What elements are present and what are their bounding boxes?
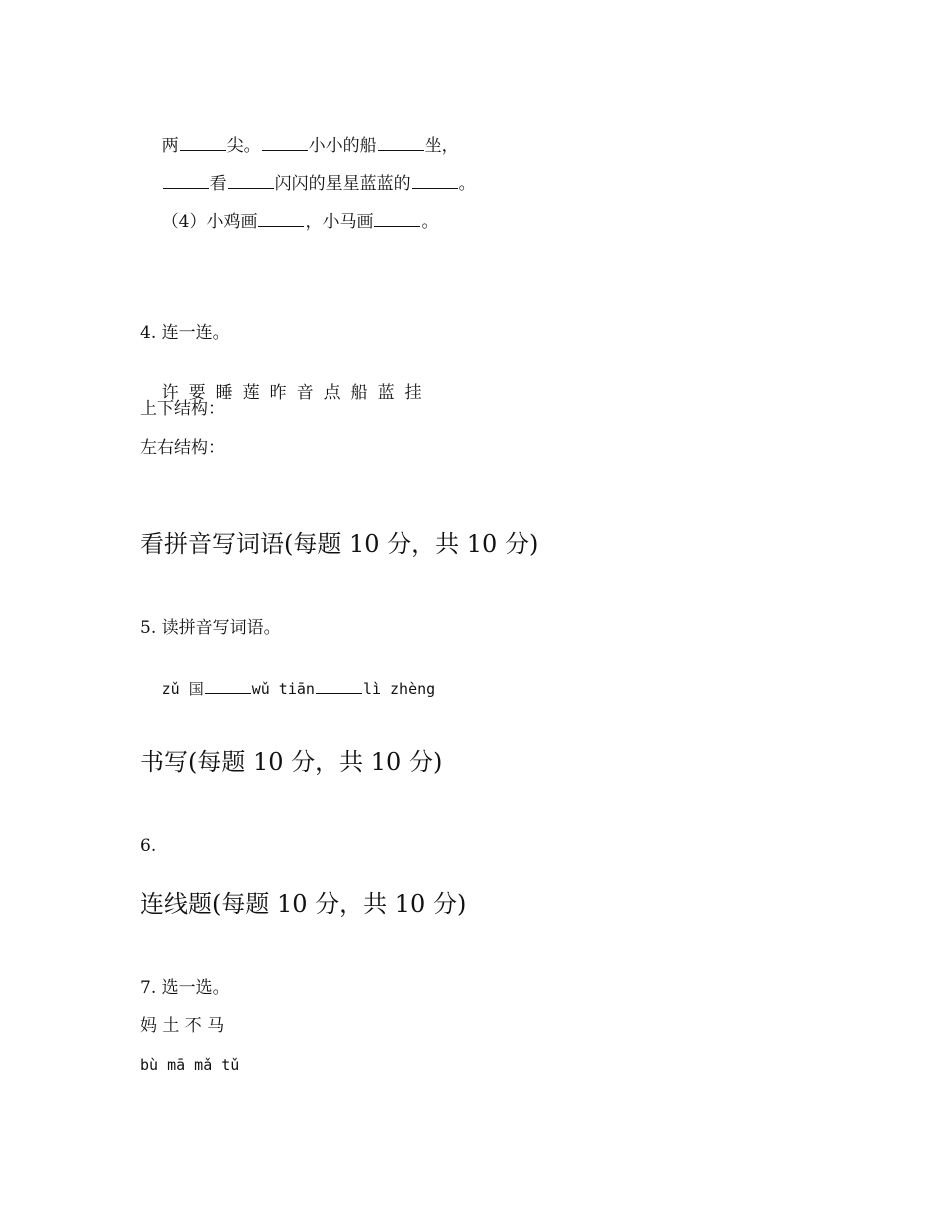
q4-row-label-top-bottom: 上下结构： [140, 399, 225, 419]
q5-pinyin-3: lì zhèng [362, 680, 436, 698]
q4-char[interactable]: 昨 [269, 383, 287, 403]
fill-blank[interactable] [258, 210, 304, 227]
q4-char[interactable]: 挂 [404, 383, 422, 403]
q4-char[interactable]: 点 [323, 383, 341, 403]
fill-blank[interactable] [412, 172, 458, 189]
fill-blank[interactable] [180, 134, 226, 151]
section-heading-writing: 书写(每题 10 分，共 10 分) [140, 748, 443, 776]
q3-line1-text-d: 坐， [424, 136, 459, 156]
fill-blank[interactable] [228, 172, 274, 189]
q4-char[interactable]: 音 [296, 383, 314, 403]
q7-pinyin-row[interactable]: bù mā mǎ tǔ [140, 1056, 240, 1074]
q3-line2-text-b: 闪闪的星星蓝蓝的 [274, 174, 411, 194]
q4-row-label-left-right: 左右结构： [140, 438, 225, 458]
q5-title: 5. 读拼音写词语。 [140, 618, 281, 638]
q4-char[interactable]: 莲 [242, 383, 260, 403]
fill-blank[interactable] [163, 172, 209, 189]
q7-title: 7. 选一选。 [140, 978, 230, 998]
q3-line3-text-c: 。 [421, 212, 439, 232]
q3-line2-text-a: 看 [209, 174, 227, 194]
q3-line3-text-a: （4）小鸡画 [161, 212, 258, 232]
q4-char[interactable]: 睡 [215, 383, 233, 403]
section-heading-pinyin: 看拼音写词语(每题 10 分，共 10 分) [140, 530, 539, 558]
q3-line1-text-b: 尖。 [226, 136, 261, 156]
q3-line3-text-b: ，小马画 [305, 212, 374, 232]
fill-blank[interactable] [316, 677, 362, 694]
q3-line1-text-c: 小小的船 [308, 136, 377, 156]
fill-blank[interactable] [374, 210, 420, 227]
fill-blank[interactable] [205, 677, 251, 694]
q3-line1-text-a: 两 [161, 136, 179, 156]
q3-line-3 [140, 188, 438, 255]
q5-pinyin-2: wǔ tiān [251, 680, 315, 698]
q5-pinyin-row [140, 655, 435, 722]
q4-title: 4. 连一连。 [140, 323, 230, 343]
q4-char[interactable]: 船 [350, 383, 368, 403]
q5-pinyin-1: zǔ 国 [161, 680, 204, 698]
section-heading-matching: 连线题(每题 10 分，共 10 分) [140, 890, 467, 918]
q4-char[interactable]: 要 [188, 383, 206, 403]
q4-char[interactable]: 许 [161, 383, 179, 403]
q6-title: 6. [140, 836, 157, 856]
fill-blank[interactable] [262, 134, 308, 151]
q4-char[interactable]: 蓝 [377, 383, 395, 403]
q3-line2-text-c: 。 [458, 174, 476, 194]
fill-blank[interactable] [378, 134, 424, 151]
q7-char-row[interactable]: 妈 土 不 马 [140, 1016, 225, 1036]
